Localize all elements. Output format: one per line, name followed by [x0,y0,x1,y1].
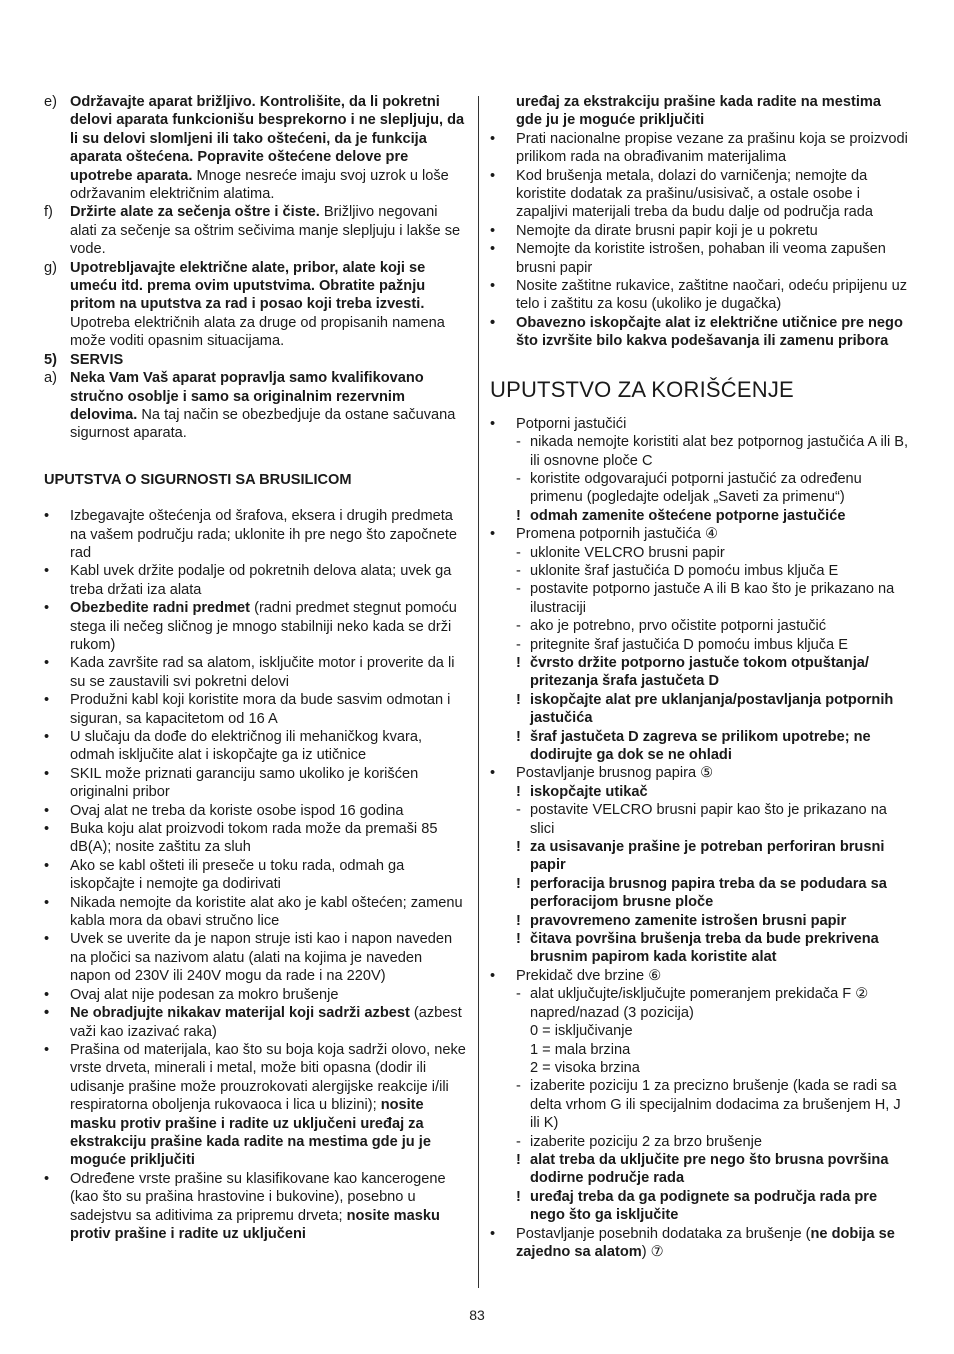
bullet-icon: • [490,314,496,331]
item-label: 5) [44,351,57,368]
list-item: • Buka koju alat proizvodi tokom rada može da premaši 85 dB(A); nosite zaštitu za sluh [44,821,438,856]
dash-icon: - [516,470,521,487]
list-item: • SKIL može priznati garanciju samo ukoliko je korišćen originalni pribor [44,765,419,801]
list-item: • Potporni jastučići [490,415,627,432]
warning-item: ! čitava površina brušenja treba da bude prekrivena brusnim papirom kada koristite alat [516,931,879,966]
list-item: • Izbegavajte oštećenja od šrafova, eksera i drugih predmeta na vašem području rada; uklonite ih pre nego što započnete rad [44,508,457,561]
warning-item: ! za usisavanje prašine je potreban perforiran brusni papir [516,839,885,874]
warning-icon: ! [516,654,521,671]
list-item: • Postavljanje brusnog papira ⑤ [490,765,714,782]
dash-item: - postavite potporno jastuče A ili B kao što je prikazano na ilustraciji [516,581,895,616]
list-item: • Određene vrste prašine su klasifikovane kao kancerogene (kao što su prašina hrastovine i bukovine), posebno u sadejstvu sa aditivima za pripremu drveta; nosite masku protiv prašine i radite uz uključeni [44,1170,446,1242]
list-item: • Obavezno iskopčajte alat iz električne utičnice pre nego što izvršite bilo kakva podešavanja ili zamenu pribora [490,314,903,350]
list-item: • Obezbedite radni predmet (radni predmet stegnut pomoću stega ili nečeg sličnog je mnogo stabilniji neko kada se drži rukom) [44,600,457,653]
warning-icon: ! [516,691,521,708]
item-label: a) [44,370,57,387]
list-item: • Nosite zaštitne rukavice, zaštitne naočari, odeću pripijenu uz telo i zaštitu za kosu (ukoliko je dugačka) [490,278,907,313]
list-item: • Uvek se uverite da je napon struje isti kao i napon naveden na pločici sa nazivom alatu (alati na kojima je naveden napon od 230V ili 240V mogu da rade i na 220V) [44,931,453,985]
dash-item: - uklonite VELCRO brusni papir [516,544,725,561]
dash-icon: - [516,802,521,819]
list-item: • Promena potpornih jastučića ④ [490,526,719,543]
servis-heading [44,351,466,369]
warning-icon: ! [516,1188,521,1205]
column-divider [478,96,479,1288]
warning-item: ! čvrsto držite potporno jastuče tokom otpuštanja/ pritezanja šrafa jastučeta D [516,654,869,690]
dash-icon: - [516,986,521,1003]
bullet-icon: • [44,563,50,580]
item-bold-text: Neka Vam Vaš aparat popravlja samo kvalifikovano stručno osoblje i samo sa originalnim rezervnim delovima. [70,370,424,423]
dash-icon: - [516,434,521,451]
dash-item: - pritegnite šraf jastučića D pomoću imbus ključa E [516,636,848,653]
bullet-icon: • [44,1005,50,1022]
bullet-icon: • [490,526,496,543]
bullet-icon: • [490,241,496,258]
warning-item: ! šraf jastučeta D zagreva se prilikom upotrebe; ne dodirujte ga dok se ne ohladi [516,728,871,763]
list-item: • Nemojte da dirate brusni papir koji je u pokretu [490,222,818,239]
item-label: f) [44,204,53,221]
bullet-icon: • [44,692,50,709]
dash-item: - izaberite poziciju 1 za precizno brušenje (kada se radi sa delta vrhom G ili specijalnim dodacima za brušenjem H, J ili K) [516,1078,901,1132]
bullet-icon: • [44,931,50,948]
warning-item: ! uređaj treba da ga podignete sa područja rada pre nego što ga isključite [516,1188,878,1224]
warning-icon: ! [516,1151,521,1168]
list-item: • Prašina od materijala, kao što su boja koja sadrži olovo, neke vrste drveta, minerali i metal, može biti opasna (dodir ili udisanje prašine može prouzrokovati alergijske reakcije i/ili respiratorna oboljenja rukovaoca i lica u blizini); nosite masku protiv prašine i radite uz uključeni uređaj za ekstrakciju prašine kada radite na mestima gde ju je moguće priključiti [44,1041,466,1169]
dash-icon: - [516,636,521,653]
dash-item: - uklonite šraf jastučića D pomoću imbus ključa E [516,562,839,579]
list-item-continued: uređaj za ekstrakciju prašine kada radite na mestima gde ju je moguće priključiti [516,94,882,129]
dash-icon: - [516,562,521,579]
list-item: • Prekidač dve brzine ⑥ [490,967,662,984]
bullet-icon: • [490,167,496,184]
bullet-icon: • [44,857,50,874]
warning-item: ! alat treba da uključite pre nego što brusna površina dodirne područje rada [516,1151,889,1187]
list-item: • Nikada nemojte da koristite alat ako je kabl oštećen; zamenu kabla mora da obavi stručno lice [44,894,463,930]
item-bold-text: Držirte alate za sečenja oštre i čiste. [70,204,320,221]
dash-icon: - [516,1078,521,1095]
dash-item: - izaberite poziciju 2 za brzo brušenje [516,1133,763,1150]
bullet-icon: • [490,967,496,984]
bullet-icon: • [490,222,496,239]
right-column [490,93,910,1261]
page-heading: UPUTSTVO ZA KORIŠĆENJE [490,376,794,402]
warning-icon: ! [516,931,521,948]
item-text: Brižljivo negovani alati za sečenje sa oštrim sečivima manje slepljuju i lakše se vode. [70,204,461,258]
servis-title: SERVIS [70,351,124,368]
bullet-icon: • [490,130,496,147]
bullet-icon: • [44,600,50,617]
bullet-icon: • [44,821,50,838]
bullet-icon: • [44,986,50,1003]
speed-setting: 0 = isključivanje [530,1023,633,1040]
bullet-icon: • [44,655,50,672]
list-item: • Kabl uvek držite podalje od pokretnih delova alata; uvek ga treba držati iza alata [44,563,452,598]
item-label: e) [44,94,57,110]
warning-icon: ! [516,912,521,929]
list-item: • Ako se kabl ošteti ili preseče u toku rada, odmah ga iskopčajte i nemojte ga dodirivati [44,857,405,893]
warning-item: ! iskopčajte utikač [516,783,648,800]
warning-icon: ! [516,875,521,892]
list-item: • Nemojte da koristite istrošen, pohaban ili veoma zapušen brusni papir [490,241,886,276]
bullet-icon: • [44,508,50,525]
dash-item: - koristite odgovarajući potporni jastučić za određenu primenu (pogledajte odeljak „Saveti za primenu“) [516,470,862,506]
warning-item: ! pravovremeno zamenite istrošen brusni papir [516,912,847,929]
dash-icon: - [516,544,521,561]
item-bold-text: Održavajte aparat brižljivo. Kontrolišite, da li pokretni delovi aparata funkcionišu besprekorno i ne slepljuju, da li su delovi slomljeni ili tako oštećeni, da je funkcija aparata oštećena. Popravite oštećene delove pre upotrebe aparata. [70,94,465,184]
list-item: • Produžni kabl koji koristite mora da bude sasvim odmotan i siguran, sa kapacitetom od 16 A [44,692,451,727]
bullet-icon: • [44,802,50,819]
warning-item: ! iskopčajte alat pre uklanjanja/postavljanja potpornih jastučića [516,691,894,727]
item-text: Na taj način se obezbedjuje da ostane sačuvana sigurnost aparata. [70,406,456,442]
list-item-e [44,93,466,203]
dash-icon: - [516,1133,521,1150]
warning-icon: ! [516,507,521,524]
dash-item: - alat uključujte/isključujte pomeranjem prekidača F ② napred/nazad (3 pozicija) [516,986,869,1021]
list-item: • U slučaju da dođe do električnog ili mehaničkog kvara, odmah isključite alat i iskopčajte ga iz utičnice [44,729,423,764]
warning-item: ! perforacija brusnog papira treba da se podudara sa perforacijom brusne ploče [516,875,887,911]
list-item: • Postavljanje posebnih dodataka za brušenje (ne dobija se zajedno sa alatom) ⑦ [490,1225,895,1260]
bullet-icon: • [44,1041,50,1058]
list-item-g [44,259,466,351]
list-item-a [44,369,466,443]
list-item-f [44,203,466,258]
list-item: • Kod brušenja metala, dolazi do varničenja; nemojte da koristite dodatak za prašinu/usisivač, a ostale osobe i zapaljivi materijali treba da budu dalje od područja rada [490,167,873,221]
bullet-icon: • [490,765,496,782]
bullet-icon: • [490,415,496,432]
speed-setting: 2 = visoka brzina [530,1059,640,1076]
item-label: g) [44,259,57,276]
list-item: • Kada završite rad sa alatom, isključite motor i proverite da li su se zaustavili svi pokretni delovi [44,655,455,690]
bullet-icon: • [490,1225,496,1242]
item-text: Mnoge nesreće imaju svoj uzrok u loše održavanim električnim alatima. [70,167,449,203]
dash-icon: - [516,618,521,635]
left-column [44,93,466,1243]
section-title: UPUTSTVA O SIGURNOSTI SA BRUSILICOM [44,471,352,488]
dash-item: - ako je potrebno, prvo očistite potporni jastučić [516,618,827,635]
bullet-icon: • [44,765,50,782]
bullet-icon: • [490,278,496,295]
warning-icon: ! [516,783,521,800]
dash-item: - postavite VELCRO brusni papir kao što je prikazano na slici [516,802,887,837]
dash-icon: - [516,581,521,598]
dash-item: - nikada nemojte koristiti alat bez potpornog jastučića A ili B, ili osnovne ploče C [516,434,909,469]
page-number: 83 [469,1307,485,1323]
list-item: • Ovaj alat nije podesan za mokro brušenje [44,986,339,1003]
item-bold-text: Upotrebljavajte električne alate, pribor, alate koji se umeću itd. prema ovim uputstvima. Obratite pažnju pritom na uputstva za rad i posao koji treba izvesti. [70,259,426,313]
list-item: • Ovaj alat ne treba da koriste osobe ispod 16 godina [44,802,404,819]
list-item: • Prati nacionalne propise vezane za prašinu koja se proizvodi prilikom rada na obrađivanim materijalima [490,130,908,166]
item-text: Upotreba električnih alata za druge od propisanih namena može voditi opasnim situacijama. [70,314,445,350]
warning-item: ! odmah zamenite oštećene potporne jastučiće [516,507,846,524]
warning-icon: ! [516,839,521,856]
bullet-icon: • [44,894,50,911]
bullet-icon: • [44,1170,50,1187]
bullet-icon: • [44,729,50,745]
speed-setting: 1 = mala brzina [530,1041,631,1058]
warning-icon: ! [516,728,521,745]
list-item: • Ne obradjujte nikakav materijal koji sadrži azbest (azbest važi kao izazivać raka) [44,1005,462,1040]
